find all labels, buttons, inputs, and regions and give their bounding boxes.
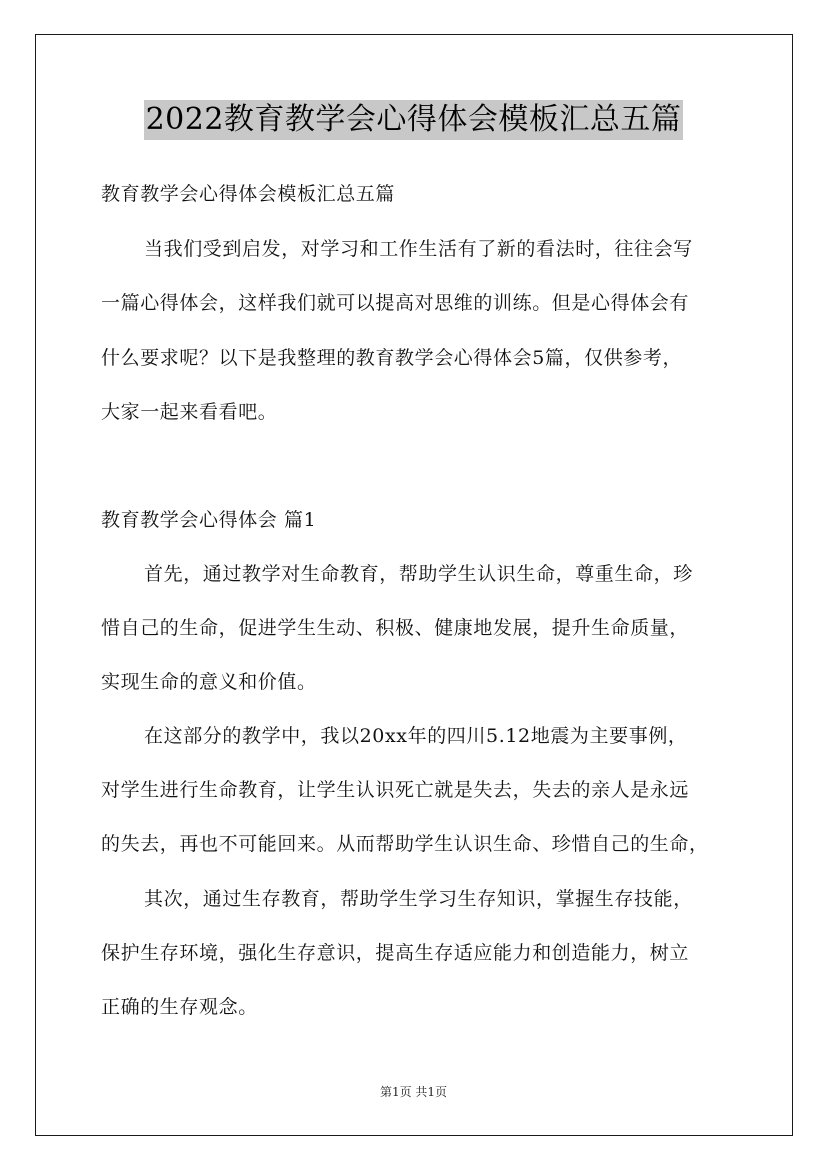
paragraph1-line-1: 首先，通过教学对生命教育，帮助学生认识生命，尊重生命，珍 <box>144 563 693 585</box>
intro-line-1: 当我们受到启发，对学习和工作生活有了新的看法时，往往会写 <box>144 238 693 260</box>
paragraph2-line-3: 的失去，再也不可能回来。从而帮助学生认识生命、珍惜自己的生命， <box>101 833 709 855</box>
paragraph3-line-1: 其次，通过生存教育，帮助学生学习生存知识，掌握生存技能， <box>144 888 693 910</box>
section-heading: 教育教学会心得体会 篇1 <box>101 509 317 531</box>
paragraph1-line-3: 实现生命的意义和价值。 <box>101 671 317 693</box>
title-container <box>0 100 827 140</box>
intro-line-2: 一篇心得体会，这样我们就可以提高对思维的训练。但是心得体会有 <box>101 292 690 314</box>
paragraph2-line-1: 在这部分的教学中，我以20xx年的四川5.12地震为主要事例， <box>144 725 688 747</box>
document-title: 2022教育教学会心得体会模板汇总五篇 <box>144 100 684 140</box>
intro-line-4: 大家一起来看看吧。 <box>101 401 278 423</box>
paragraph2-line-2: 对学生进行生命教育，让学生认识死亡就是失去，失去的亲人是永远 <box>101 779 690 801</box>
intro-line-3: 什么要求呢？以下是我整理的教育教学会心得体会5篇，仅供参考， <box>101 347 683 369</box>
paragraph3-line-3: 正确的生存观念。 <box>101 996 258 1018</box>
paragraph1-line-2: 惜自己的生命，促进学生生动、积极、健康地发展，提升生命质量， <box>101 617 690 639</box>
document-subtitle: 教育教学会心得体会模板汇总五篇 <box>101 183 396 205</box>
page-footer: 第1页 共1页 <box>379 1085 448 1099</box>
paragraph3-line-2: 保护生存环境，强化生存意识，提高生存适应能力和创造能力，树立 <box>101 942 690 964</box>
